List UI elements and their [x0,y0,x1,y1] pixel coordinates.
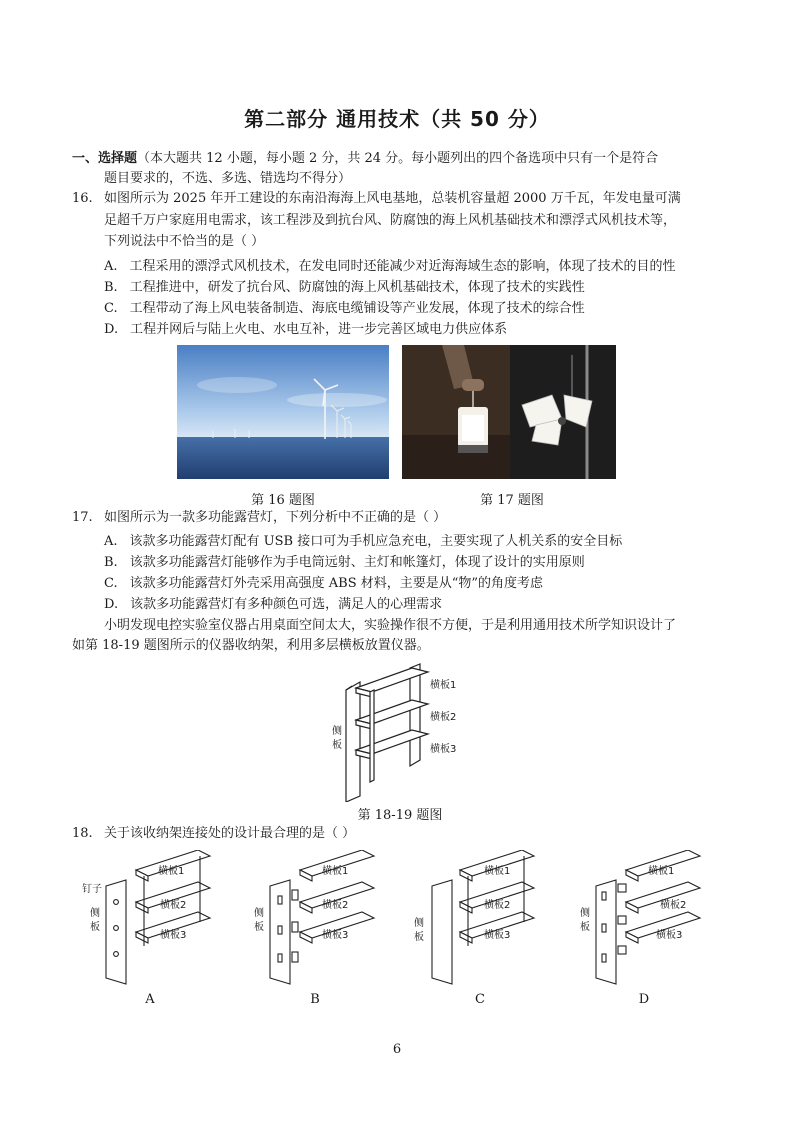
q18-number: 18. [72,826,93,841]
svg-text:横板3: 横板3 [160,930,187,941]
offshore-wind-farm-photo [177,345,389,479]
svg-text:横板3: 横板3 [322,930,349,941]
svg-text:侧: 侧 [254,908,264,919]
svg-text:横板2: 横板2 [322,900,349,911]
q17-figure-caption: 第 17 题图 [480,493,544,508]
q18-option-d-drawing [576,850,716,985]
svg-text:横板2: 横板2 [660,900,687,911]
q16-stem-line-3: 下列说法中不恰当的是（ ） [104,234,265,249]
svg-text:横板1: 横板1 [484,866,511,877]
q18-option-d-label: D [638,992,650,1007]
q16-option-c: C. 工程带动了海上风电装备制造、海底电缆铺设等产业发展，体现了技术的综合性 [104,301,585,316]
q17-number: 17. [72,510,93,525]
svg-text:侧: 侧 [414,918,424,929]
q17-option-a: A. 该款多功能露营灯配有 USB 接口可为手机应急充电，主要实现了人机关系的安全目标 [104,534,623,549]
side-label-bottom: 板 [332,740,342,751]
q16-number: 16. [72,191,93,206]
svg-text:横板1: 横板1 [322,866,349,877]
fig-18-19-caption: 第 18-19 题图 [357,808,443,823]
q18-option-b-drawing [248,850,388,985]
q18-stem: 关于该收纳架连接处的设计最合理的是（ ） [104,826,356,841]
section-instruction-line-2: 题目要求的，不选、多选、错选均不得分） [104,171,352,186]
q17-stem: 如图所示为一款多功能露营灯，下列分析中不正确的是（ ） [104,510,447,525]
q18-option-b-label: B [310,992,320,1007]
svg-text:板: 板 [90,922,100,933]
q17-option-b: B. 该款多功能露营灯能够作为手电筒远射、主灯和帐篷灯，体现了设计的实用原则 [104,555,585,570]
svg-text:横板1: 横板1 [648,866,675,877]
q16-stem-line-2: 足超千万户家庭用电需求，该工程涉及到抗台风、防腐蚀的海上风机基础技术和漂浮式风机技术等， [104,213,677,228]
intro-18-19-line-2: 如第 18-19 题图所示的仪器收纳架，利用多层横板放置仪器。 [72,638,430,653]
section-instruction-line-1: 一、选择题（本大题共 12 小题，每小题 2 分，共 24 分。每小题列出的四个备选项中只有一个是符合 [72,151,659,166]
svg-text:横板2: 横板2 [484,900,511,911]
svg-text:侧: 侧 [90,908,100,919]
svg-text:横板2: 横板2 [160,900,187,911]
svg-text:板: 板 [414,932,424,943]
svg-text:板: 板 [254,922,264,933]
svg-text:板: 板 [580,922,590,933]
camping-lantern-photo [402,345,616,479]
shelf3-label: 横板3 [430,744,457,755]
page-number: 6 [392,1042,402,1057]
q18-option-c-label: C [475,992,485,1007]
svg-text:横板3: 横板3 [484,930,511,941]
q16-option-b: B. 工程推进中，研发了抗台风、防腐蚀的海上风机基础技术，体现了技术的实践性 [104,280,585,295]
shelf2-label: 横板2 [430,712,457,723]
q18-option-a-label: A [145,992,155,1007]
q16-option-a: A. 工程采用的漂浮式风机技术，在发电同时还能减少对近海海域生态的影响，体现了技术的目的性 [104,259,676,274]
side-label-top: 侧 [332,726,342,737]
nail-label: 钉子 [82,884,102,895]
shelf1-label: 横板1 [430,680,457,691]
q17-option-d: D. 该款多功能露营灯有多种颜色可选，满足人的心理需求 [104,597,443,612]
section-heading: 一、选择题 [72,151,138,166]
q16-figure-caption: 第 16 题图 [251,493,315,508]
q18-option-a-drawing [82,850,222,985]
page-title: 第二部分 通用技术（共 50 分） [244,107,550,131]
intro-18-19-line-1: 小明发现电控实验室仪器占用桌面空间太大，实验操作很不方便，于是利用通用技术所学知识设计了 [104,618,677,633]
svg-text:横板3: 横板3 [656,930,683,941]
svg-text:横板1: 横板1 [158,866,185,877]
q18-option-c-drawing [412,850,552,985]
q16-option-d: D. 工程并网后与陆上火电、水电互补，进一步完善区域电力供应体系 [104,322,508,337]
q17-option-c: C. 该款多功能露营灯外壳采用高强度 ABS 材料，主要是从“物”的角度考虑 [104,576,544,591]
q16-stem-line-1: 如图所示为 2025 年开工建设的东南沿海海上风电基地，总装机容量超 2000 万千瓦，年发电量可满 [104,191,681,206]
shelf-figure [330,662,470,802]
svg-text:侧: 侧 [580,908,590,919]
